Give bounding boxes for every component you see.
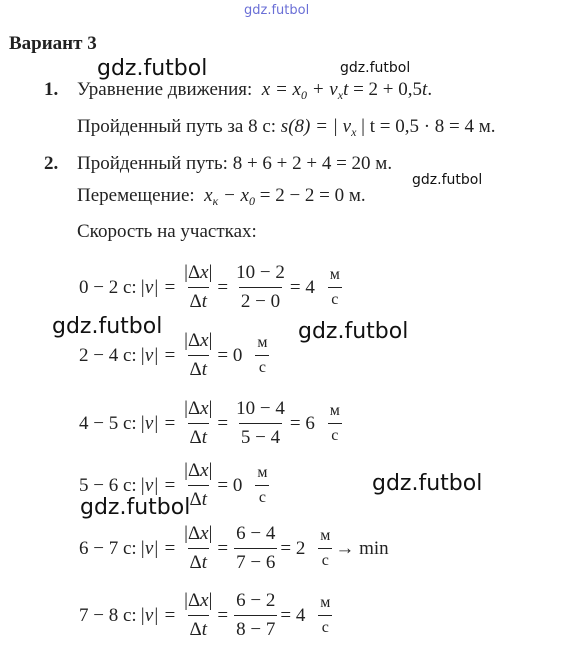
segment-interval: 6 − 7 с: bbox=[79, 537, 137, 559]
speed-symbol: |v| = bbox=[139, 276, 177, 298]
total-path-value: 8 + 6 + 2 + 4 = 20 м. bbox=[232, 153, 393, 174]
segment-result: = 0 bbox=[217, 344, 243, 366]
segment-result: = 4 bbox=[280, 604, 306, 626]
watermark: gdz.futbol bbox=[340, 60, 411, 76]
speed-symbol: |v| = bbox=[139, 474, 177, 496]
speed-symbol: |v| = bbox=[139, 537, 177, 559]
total-path-line bbox=[77, 153, 392, 175]
speed-symbol: |v| = bbox=[139, 344, 177, 366]
value-fraction: $\frac{6 - 4}{7 - 6}$ bbox=[236, 523, 276, 573]
delta-fraction: $\frac{|\Delta x|}{\Delta t}$ bbox=[184, 590, 213, 640]
speed-symbol: |v| = bbox=[139, 604, 177, 626]
speed-segment-row bbox=[79, 330, 272, 381]
segment-interval: 4 − 5 с: bbox=[79, 412, 137, 434]
value-fraction: $\frac{6 - 2}{8 - 7}$ bbox=[236, 590, 276, 640]
segment-interval: 5 − 6 с: bbox=[79, 474, 137, 496]
displacement-label: Перемещение: bbox=[77, 185, 195, 206]
segment-interval: 7 − 8 с: bbox=[79, 604, 137, 626]
segment-interval: 0 − 2 с: bbox=[79, 276, 137, 298]
speed-segment-row: 0 − 2 с: |v| = $\frac{|\Delta x|}{\Delta t}$ = $\frac{10 - 2}{2 - 0}$ = 4 м с bbox=[79, 262, 340, 312]
segment-interval: 2 − 4 с: bbox=[79, 344, 137, 366]
delta-fraction: $\frac{|\Delta x|}{\Delta t}$ bbox=[184, 330, 213, 380]
watermark: gdz.futbol bbox=[52, 314, 163, 339]
watermark: gdz.futbol bbox=[372, 471, 483, 496]
task-number: 1. bbox=[44, 79, 59, 100]
segment-result: = 6 bbox=[289, 412, 315, 434]
watermark: gdz.futbol bbox=[298, 319, 409, 344]
path-result: | t = 0,5 · 8 = 4 м. bbox=[361, 116, 496, 137]
speed-segment-row bbox=[79, 460, 272, 511]
path-label: Пройденный путь за 8 с: bbox=[77, 116, 277, 137]
segment-result: = 4 bbox=[289, 276, 315, 298]
watermark: gdz.futbol bbox=[80, 495, 191, 520]
segment-result: = 0 bbox=[217, 474, 243, 496]
speed-unit: м с bbox=[257, 464, 268, 506]
watermark: gdz.futbol bbox=[97, 56, 208, 81]
speed-segment-row: 4 − 5 с: |v| = $\frac{|\Delta x|}{\Delta t}$ = $\frac{10 - 4}{5 - 4}$ = 6 м с bbox=[79, 398, 340, 448]
displacement-line: Перемещение: $x_к - x_0 = 2 - 2 = 0$ м. bbox=[77, 185, 366, 208]
page-title: Вариант 3 bbox=[9, 33, 97, 54]
speed-unit: м с bbox=[320, 527, 331, 569]
equation-line: Уравнение движения: $x = x_0 + v_xt = 2 + 0,5t$. bbox=[77, 79, 433, 102]
delta-fraction: $\frac{|\Delta x|}{\Delta t}$ bbox=[184, 398, 213, 448]
delta-fraction: $\frac{|\Delta x|}{\Delta t}$ bbox=[184, 523, 213, 573]
delta-fraction: $\frac{|\Delta x|}{\Delta t}$ bbox=[184, 460, 213, 510]
watermark: gdz.futbol bbox=[412, 172, 483, 188]
speed-unit: м с bbox=[320, 594, 331, 636]
equation-rhs: = 2 + 0,5 bbox=[353, 79, 423, 100]
speed-heading: Скорость на участках: bbox=[77, 221, 257, 242]
segment-note: → min bbox=[335, 537, 389, 559]
value-fraction: $\frac{10 - 4}{5 - 4}$ bbox=[236, 398, 285, 448]
total-path-label: Пройденный путь: bbox=[77, 153, 228, 174]
watermark-top: gdz.futbol bbox=[244, 3, 310, 18]
displacement-value: = 2 − 2 = 0 м. bbox=[259, 185, 366, 206]
path-line: Пройденный путь за 8 с: s(8) = | $v_x$ | t = 0,5 · 8 = 4 м. bbox=[77, 116, 496, 139]
speed-segment-row: 7 − 8 с: |v| = $\frac{|\Delta x|}{\Delta t}$ = $\frac{6 - 2}{8 - 7}$ = 4 м с bbox=[79, 590, 331, 640]
speed-unit: м с bbox=[329, 402, 340, 444]
speed-unit: м с bbox=[329, 266, 340, 308]
speed-unit: м с bbox=[257, 334, 268, 376]
path-formula: s(8) = | v bbox=[280, 116, 352, 137]
value-fraction: $\frac{10 - 2}{2 - 0}$ bbox=[236, 262, 285, 312]
segment-result: = 2 bbox=[280, 537, 306, 559]
equation-label: Уравнение движения: bbox=[77, 79, 253, 100]
delta-fraction: $\frac{|\Delta x|}{\Delta t}$ bbox=[184, 262, 213, 312]
speed-segment-row: 6 − 7 с: |v| = $\frac{|\Delta x|}{\Delta t}$ = $\frac{6 - 4}{7 - 6}$ = 2 м с → min bbox=[79, 523, 389, 573]
speed-symbol: |v| = bbox=[139, 412, 177, 434]
task-number: 2. bbox=[44, 153, 59, 174]
